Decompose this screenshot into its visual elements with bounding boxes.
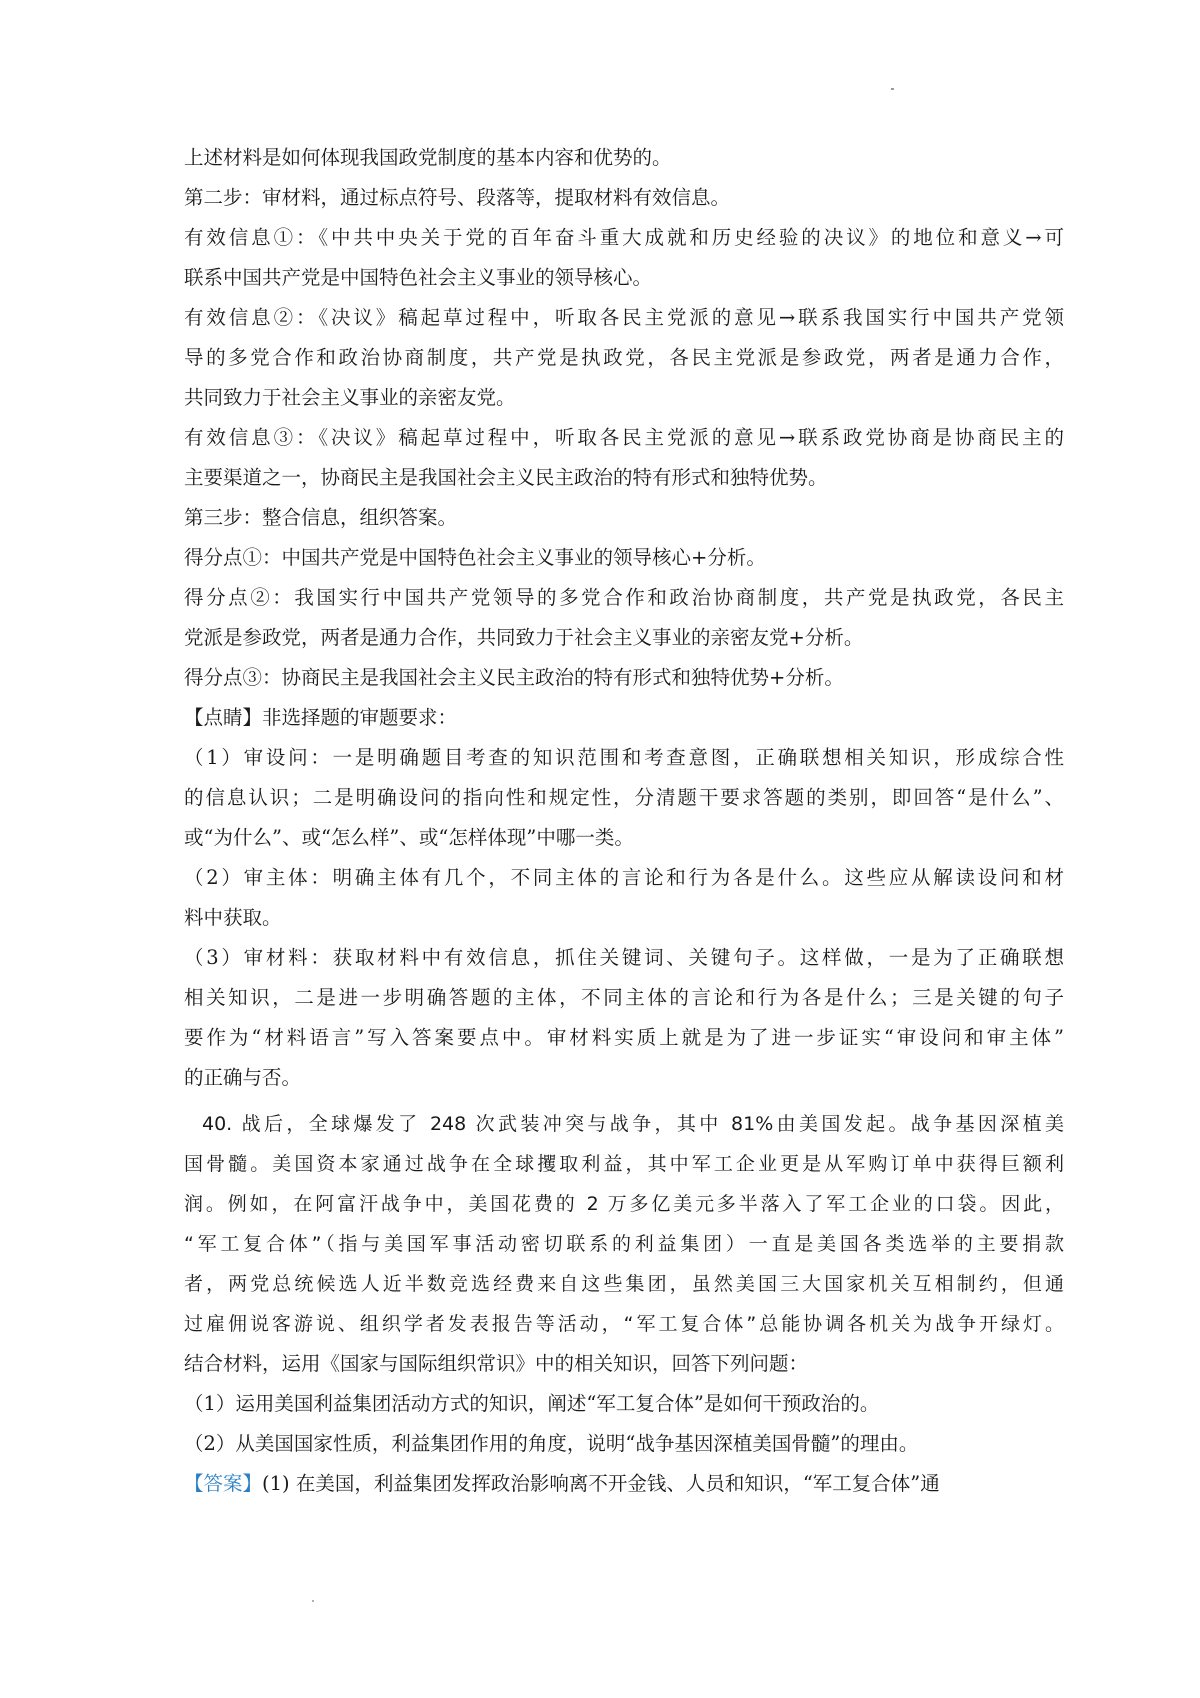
- text-line: 导的多党合作和政治协商制度，共产党是执政党，各民主党派是参政党，两者是通力合作，: [184, 346, 1064, 369]
- text-line: （1）审设问：一是明确题目考查的知识范围和考查意图，正确联想相关知识，形成综合性: [184, 746, 1064, 769]
- text-line: 有效信息①：《中共中央关于党的百年奋斗重大成就和历史经验的决议》的地位和意义→可: [184, 226, 1064, 249]
- answer-tag: 【答案】: [184, 1472, 263, 1495]
- question-line: 国骨髓。美国资本家通过战争在全球攫取利益，其中军工企业更是从军购订单中获得巨额利: [184, 1153, 1064, 1175]
- scan-speck: [312, 1600, 314, 1602]
- sub-question: （2）从美国国家性质，利益集团作用的角度，说明“战争基因深植美国骨髓”的理由。: [184, 1432, 919, 1455]
- text-line: （3）审材料：获取材料中有效信息，抓住关键词、关键句子。这样做，一是为了正确联想: [184, 946, 1064, 969]
- text-line: 得分点③：协商民主是我国社会主义民主政治的特有形式和独特优势+分析。: [184, 666, 844, 689]
- text-line: 料中获取。: [184, 906, 282, 929]
- question-line: “军工复合体”（指与美国军事活动密切联系的利益集团）一直是美国各类选举的主要捐款: [184, 1233, 1064, 1255]
- page-content: [184, 138, 1064, 1504]
- text-line: 联系中国共产党是中国特色社会主义事业的领导核心。: [184, 266, 653, 289]
- text-line: 要作为“材料语言”写入答案要点中。审材料实质上就是为了进一步证实“审设问和审主体”: [184, 1026, 1064, 1049]
- sub-question: （1）运用美国利益集团活动方式的知识，阐述“军工复合体”是如何干预政治的。: [184, 1392, 880, 1415]
- text-line: 的信息认识；二是明确设问的指向性和规定性，分清题干要求答题的类别，即回答“是什么”、: [184, 786, 1064, 809]
- text-line: 的正确与否。: [184, 1066, 302, 1089]
- question-line: 过雇佣说客游说、组织学者发表报告等活动，“军工复合体”总能协调各机关为战争开绿灯。: [184, 1313, 1064, 1335]
- text-line: 党派是参政党，两者是通力合作，共同致力于社会主义事业的亲密友党+分析。: [184, 626, 864, 649]
- section-heading: 【点睛】非选择题的审题要求：: [184, 706, 458, 729]
- question-instruction: 结合材料，运用《国家与国际组织常识》中的相关知识，回答下列问题：: [184, 1352, 809, 1375]
- question-line: 者，两党总统候选人近半数竞选经费来自这些集团，虽然美国三大国家机关互相制约，但通: [184, 1273, 1064, 1295]
- answer-line: [184, 1464, 1064, 1504]
- text-line: 有效信息③：《决议》稿起草过程中，听取各民主党派的意见→联系政党协商是协商民主的: [184, 426, 1064, 449]
- text-line: 得分点①：中国共产党是中国特色社会主义事业的领导核心+分析。: [184, 546, 766, 569]
- text-line: 得分点②：我国实行中国共产党领导的多党合作和政治协商制度，共产党是执政党，各民主: [184, 586, 1064, 609]
- text-line: 有效信息②：《决议》稿起草过程中，听取各民主党派的意见→联系我国实行中国共产党领: [184, 306, 1064, 329]
- text-line: 上述材料是如何体现我国政党制度的基本内容和优势的。: [184, 146, 672, 169]
- text-line: 或“为什么”、或“怎么样”、或“怎样体现”中哪一类。: [184, 826, 634, 849]
- text-line: 相关知识，二是进一步明确答题的主体，不同主体的言论和行为各是什么；三是关键的句子: [184, 986, 1064, 1009]
- question-line: 40. 战后，全球爆发了 248 次武装冲突与战争，其中 81%由美国发起。战争基因深植美: [202, 1113, 1064, 1135]
- text-line: 共同致力于社会主义事业的亲密友党。: [184, 386, 516, 409]
- text-line: 第二步：审材料，通过标点符号、段落等，提取材料有效信息。: [184, 186, 731, 209]
- question-line: 润。例如，在阿富汗战争中，美国花费的 2 万多亿美元多半落入了军工企业的口袋。因此，: [184, 1193, 1064, 1215]
- text-line: （2）审主体：明确主体有几个，不同主体的言论和行为各是什么。这些应从解读设问和材: [184, 866, 1064, 889]
- scan-speck: [891, 88, 894, 90]
- question-40-material: [184, 1104, 1064, 1344]
- text-line: 第三步：整合信息，组织答案。: [184, 506, 458, 529]
- text-line: 主要渠道之一，协商民主是我国社会主义民主政治的特有形式和独特优势。: [184, 466, 828, 489]
- answer-text: (1) 在美国，利益集团发挥政治影响离不开金钱、人员和知识，“军工复合体”通: [262, 1472, 940, 1495]
